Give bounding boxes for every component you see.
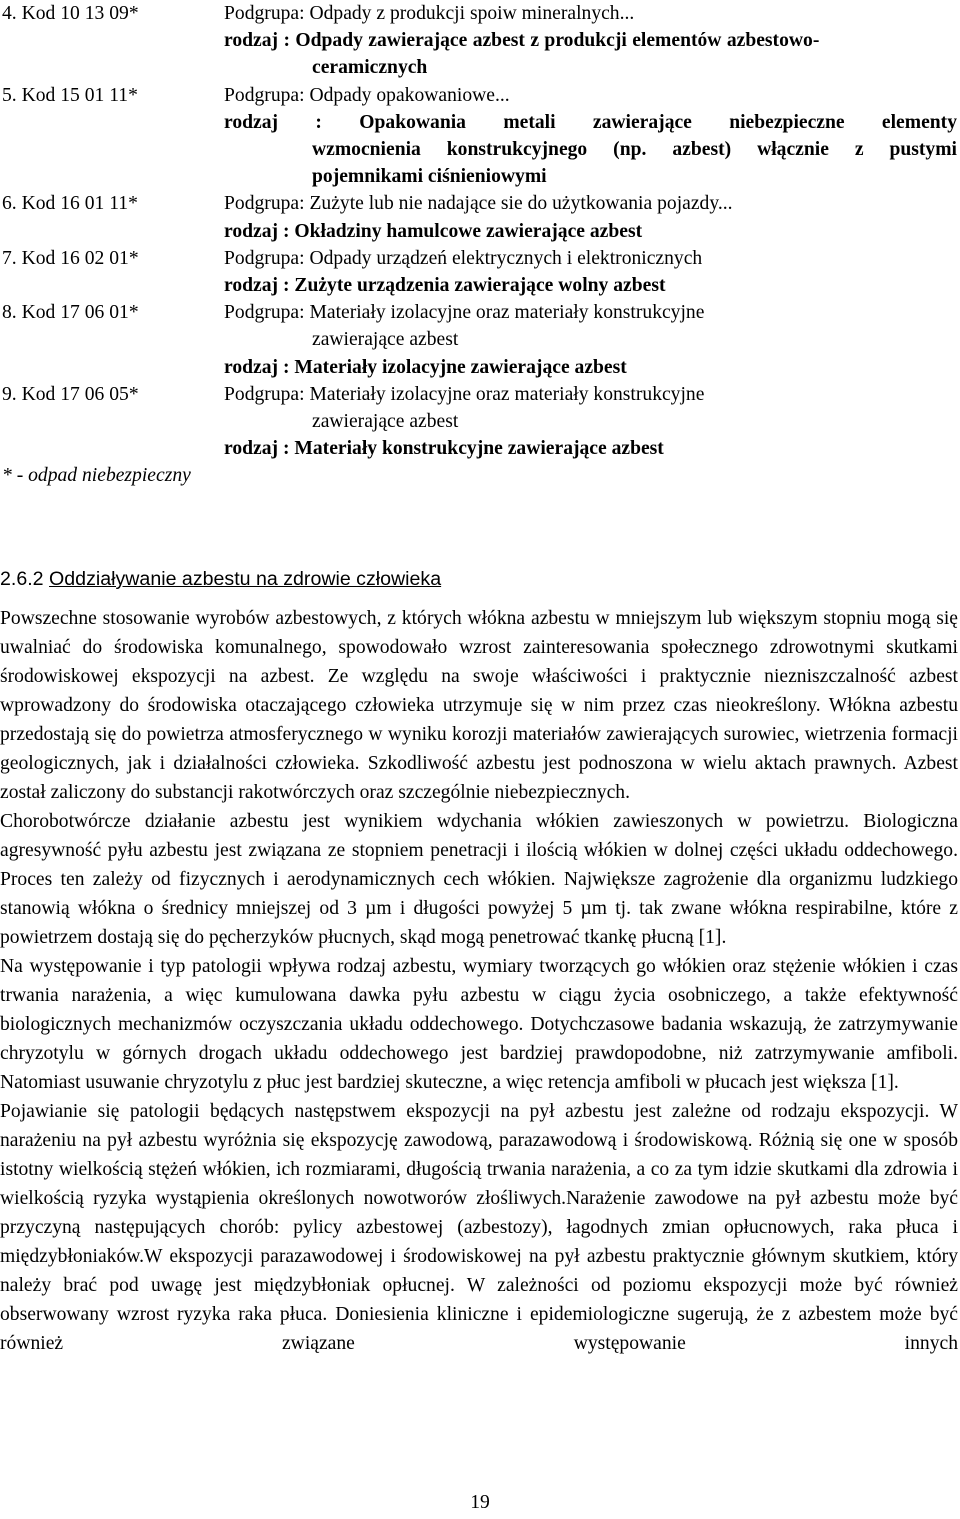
- waste-subgroup-row: [2, 326, 957, 353]
- spacer: [2, 272, 224, 299]
- spacer: [2, 435, 224, 462]
- waste-item: [2, 245, 957, 272]
- waste-type-row: [2, 136, 957, 163]
- waste-item: [2, 82, 957, 109]
- waste-code: 6. Kod 16 01 11*: [2, 193, 138, 215]
- waste-type: rodzaj : Materiały izolacyjne zawierające azbest: [224, 356, 627, 378]
- waste-type: rodzaj : Odpady zawierające azbest z produkcji elementów azbestowo-: [224, 30, 820, 52]
- waste-subgroup: Podgrupa: Odpady opakowaniowe...: [224, 84, 510, 106]
- waste-type-row: [2, 354, 957, 381]
- waste-subgroup: Podgrupa: Materiały izolacyjne oraz materiały konstrukcyjne: [224, 302, 705, 324]
- paragraph: Na występowanie i typ patologii wpływa rodzaj azbestu, wymiary tworzących go włókien oraz stężenie włókien i czas trwania narażenia, a więc kumulowana dawka pyłu azbestu w ciągu życia osobniczego, a także efektywność biologicznych mechanizmów oczyszczania układu oddechowego. Dotychczasowe badania wskazują, że zatrzymywanie chryzotylu w górnych drogach układu oddechowego jest bardziej prawdopodobne, niż zatrzymywanie amfiboli. Natomiast usuwanie chryzotylu z płuc jest bardziej skuteczne, a więc retencja amfiboli w płucach jest większa [1].: [0, 956, 958, 1093]
- waste-item: [2, 190, 957, 217]
- waste-subgroup: Podgrupa: Materiały izolacyjne oraz materiały konstrukcyjne: [224, 383, 705, 405]
- section-title: Oddziaływanie azbestu na zdrowie człowieka: [49, 568, 442, 590]
- waste-code: 8. Kod 17 06 01*: [2, 302, 139, 324]
- paragraph: Powszechne stosowanie wyrobów azbestowych, z których włókna azbestu w mniejszym lub większym stopniu mogą się uwalniać do środowiska komunalnego, spowodowało wzrost zainteresowania społecznego zdrowotnymi skutkami środowiskowej ekspozycji na azbest. Ze względu na swoje właściwości i praktycznie niezniszczalność azbest wprowadzony do środowiska otaczającego człowieka utrzymuje się w nim przez czas nieokreślony. Włókna azbestu przedostają się do powietrza atmosferycznego w wyniku korozji materiałów zawierających surowiec, wietrzenia formacji geologicznych, jak i działalności człowieka. Szkodliwość azbestu jest podnoszona w wielu aktach prawnych. Azbest został zaliczony do substancji rakotwórczych oraz szczególnie niebezpiecznych.: [0, 608, 958, 803]
- waste-type-row: [2, 54, 957, 81]
- paragraph: Pojawianie się patologii będących następstwem ekspozycji na pył azbestu jest zależne od rodzaju ekspozycji. W narażeniu na pył azbestu wyróżnia się ekspozycję zawodową, parazawodową i środowiskową. Różnią się one w sposób istotny wielkością stężeń włókien, ich rozmiarami, długością trwania narażenia, a co za tym idzie skutkami dla zdrowia i wielkością ryzyka wystąpienia określonych nowotworów złośliwych.Narażenie zawodowe na pył azbestu może być przyczyną następujących chorób: pylicy azbestowej (azbestozy), łagodnych zmian opłucnowych, raka płuca i międzybłoniaków.W ekspozycji parazawodowej i środowiskowej na pył azbestu praktycznie głównym skutkiem, który należy brać pod uwagę jest międzybłoniak opłucnej. W zależności od poziomu ekspozycji może być również obserwowany wzrost ryzyka raka płuca. Doniesienia kliniczne i epidemiologiczne sugerują, że z azbestem może być również związane występowanie innych: [0, 1101, 958, 1354]
- waste-type-row: [2, 435, 957, 462]
- spacer: [2, 27, 224, 54]
- waste-item: [2, 381, 957, 408]
- waste-type: rodzaj : Materiały konstrukcyjne zawierające azbest: [224, 438, 664, 460]
- section-heading: [0, 566, 441, 593]
- waste-item: [2, 0, 957, 27]
- waste-subgroup-row: [2, 408, 957, 435]
- waste-type-cont: wzmocnienia konstrukcyjnego (np. azbest) włącznie z pustymi: [312, 139, 957, 161]
- waste-type-cont: ceramicznych: [312, 57, 428, 79]
- waste-subgroup: Podgrupa: Odpady urządzeń elektrycznych i elektronicznych: [224, 247, 703, 269]
- waste-type-cont: pojemnikami ciśnieniowymi: [312, 166, 547, 188]
- paragraph: Chorobotwórcze działanie azbestu jest wynikiem wdychania włókien zawieszonych w powietrzu. Biologiczna agresywność pyłu azbestu jest związana ze stopniem penetracji i ilością włókien w dolnej części układu oddechowego. Proces ten zależy od fizycznych i aerodynamicznych cech włókien. Największe zagrożenie dla organizmu ludzkiego stanowią włókna o średnicy mniejszej od 3 µm i długości powyżej 5 µm tj. tak zwane włókna respirabilne, które z powietrzem dostają się do pęcherzyków płucnych, skąd mogą penetrować tkankę płucną [1].: [0, 811, 958, 948]
- spacer: [2, 54, 224, 81]
- page-number: 19: [470, 1492, 490, 1513]
- spacer: [2, 163, 224, 190]
- waste-type: rodzaj : Opakowania metali zawierające niebezpieczne elementy: [224, 111, 957, 133]
- spacer: [2, 136, 224, 163]
- waste-code: 9. Kod 17 06 05*: [2, 383, 139, 405]
- waste-type-row: [2, 272, 957, 299]
- spacer: [2, 408, 224, 435]
- waste-code-list: [2, 0, 957, 490]
- body-text: [0, 604, 958, 1358]
- waste-subgroup-cont: zawierające azbest: [312, 329, 459, 351]
- waste-type-row: [2, 109, 957, 136]
- waste-subgroup: Podgrupa: Odpady z produkcji spoiw mineralnych...: [224, 3, 635, 24]
- spacer: [2, 326, 224, 353]
- waste-code: 5. Kod 15 01 11*: [2, 84, 138, 106]
- section-number: 2.6.2: [0, 568, 44, 590]
- waste-type: rodzaj : Zużyte urządzenia zawierające wolny azbest: [224, 275, 666, 297]
- waste-type-row: [2, 218, 957, 245]
- spacer: [2, 354, 224, 381]
- waste-code: 4. Kod 10 13 09*: [2, 3, 139, 24]
- spacer: [2, 218, 224, 245]
- waste-type: rodzaj : Okładziny hamulcowe zawierające azbest: [224, 220, 643, 242]
- waste-subgroup: Podgrupa: Zużyte lub nie nadające sie do użytkowania pojazdy...: [224, 193, 733, 215]
- waste-type-row: [2, 27, 957, 54]
- waste-code: 7. Kod 16 02 01*: [2, 247, 139, 269]
- spacer: [2, 109, 224, 136]
- waste-item: [2, 299, 957, 326]
- footnote: * - odpad niebezpieczny: [2, 465, 191, 487]
- waste-subgroup-cont: zawierające azbest: [312, 411, 459, 433]
- waste-type-row: [2, 163, 957, 190]
